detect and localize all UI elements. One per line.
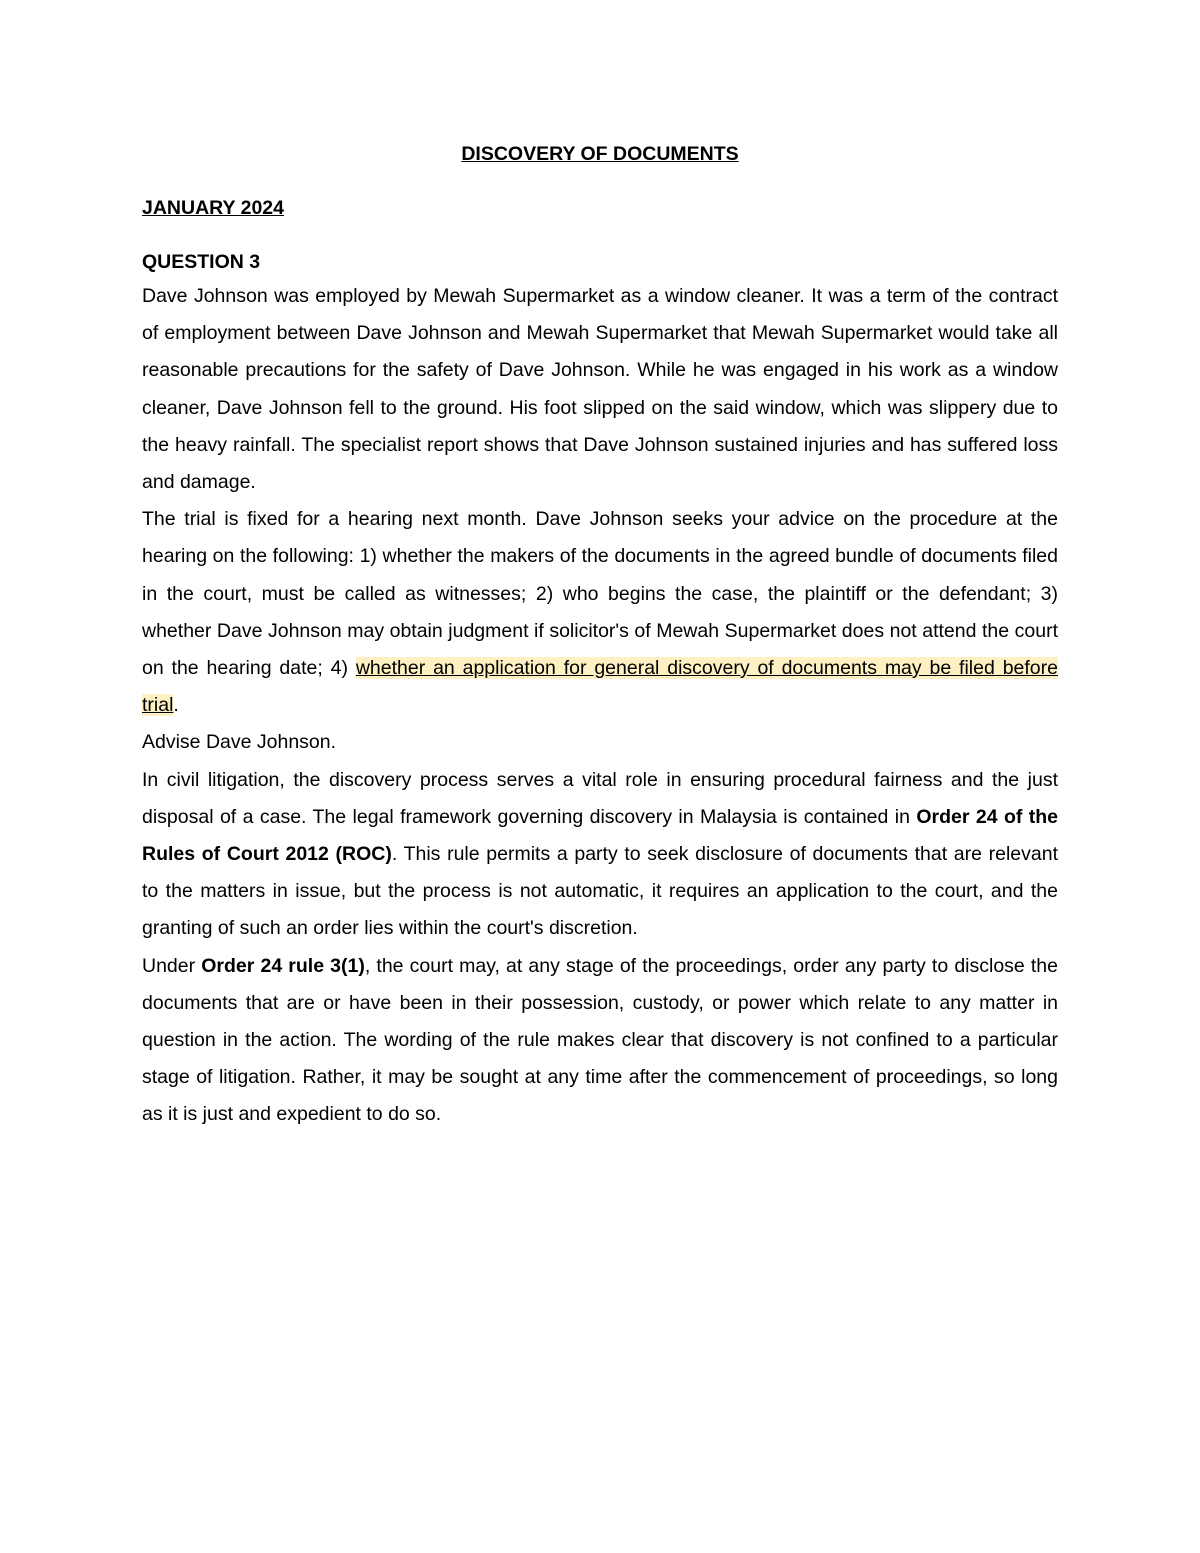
answer-2-bold-reference: Order 24 rule 3(1) bbox=[201, 954, 365, 977]
trial-paragraph bbox=[142, 501, 1058, 724]
document-content bbox=[142, 138, 1058, 1134]
trial-paragraph-text: The trial is fixed for a hearing next month. Dave Johnson seeks your advice on the procedure at the hearing on the following: 1) whether the makers of the documents in the agreed bundle of documents filed in the court, must be called as witnesses; 2) who begins the case, the plaintiff or the defendant; 3) whether Dave Johnson may obtain judgment if solicitor's of Mewah Supermarket does not attend the court on the hearing date; 4) bbox=[142, 508, 1058, 680]
advise-line: Advise Dave Johnson. bbox=[142, 731, 337, 754]
answer-2-end: , the court may, at any stage of the proceedings, order any party to disclose the documents that are or have been in their possession, custody, or power which relate to any matter in question in the action. The wording of the rule makes clear that discovery is not confined to a particular stage of litigation. Rather, it may be sought at any time after the commencement of proceedings, so long as it is just and expedient to do so. bbox=[142, 954, 1058, 1126]
answer-paragraph-1 bbox=[142, 762, 1058, 948]
answer-2-start: Under bbox=[142, 954, 202, 977]
trial-paragraph-end: . bbox=[173, 694, 179, 717]
question-heading: QUESTION 3 bbox=[142, 251, 261, 273]
highlighted-question: whether an application for general discovery of documents may be filed before trial bbox=[142, 657, 1058, 717]
document-title: DISCOVERY OF DOCUMENTS bbox=[461, 143, 739, 165]
answer-1-end: . This rule permits a party to seek disclosure of documents that are relevant to the matters in issue, but the process is not automatic, it requires an application to the court, and the granting of such an order lies within the court's discretion. bbox=[142, 843, 1058, 940]
answer-paragraph-2 bbox=[142, 948, 1058, 1134]
answer-1-bold-reference: Order 24 of the Rules of Court 2012 (ROC) bbox=[142, 805, 1059, 866]
answer-1-start: In civil litigation, the discovery process serves a vital role in ensuring procedural fairness and the just disposal of a case. The legal framework governing discovery in Malaysia is contained in bbox=[142, 768, 1058, 828]
exam-date: JANUARY 2024 bbox=[142, 197, 284, 219]
facts-paragraph: Dave Johnson was employed by Mewah Supermarket as a window cleaner. It was a term of the contract of employment between Dave Johnson and Mewah Supermarket that Mewah Supermarket would take all reasonable precautions for the safety of Dave Johnson. While he was engaged in his work as a window cleaner, Dave Johnson fell to the ground. His foot slipped on the said window, which was slippery due to the heavy rainfall. The specialist report shows that Dave Johnson sustained injuries and has suffered loss and damage. bbox=[142, 285, 1058, 494]
